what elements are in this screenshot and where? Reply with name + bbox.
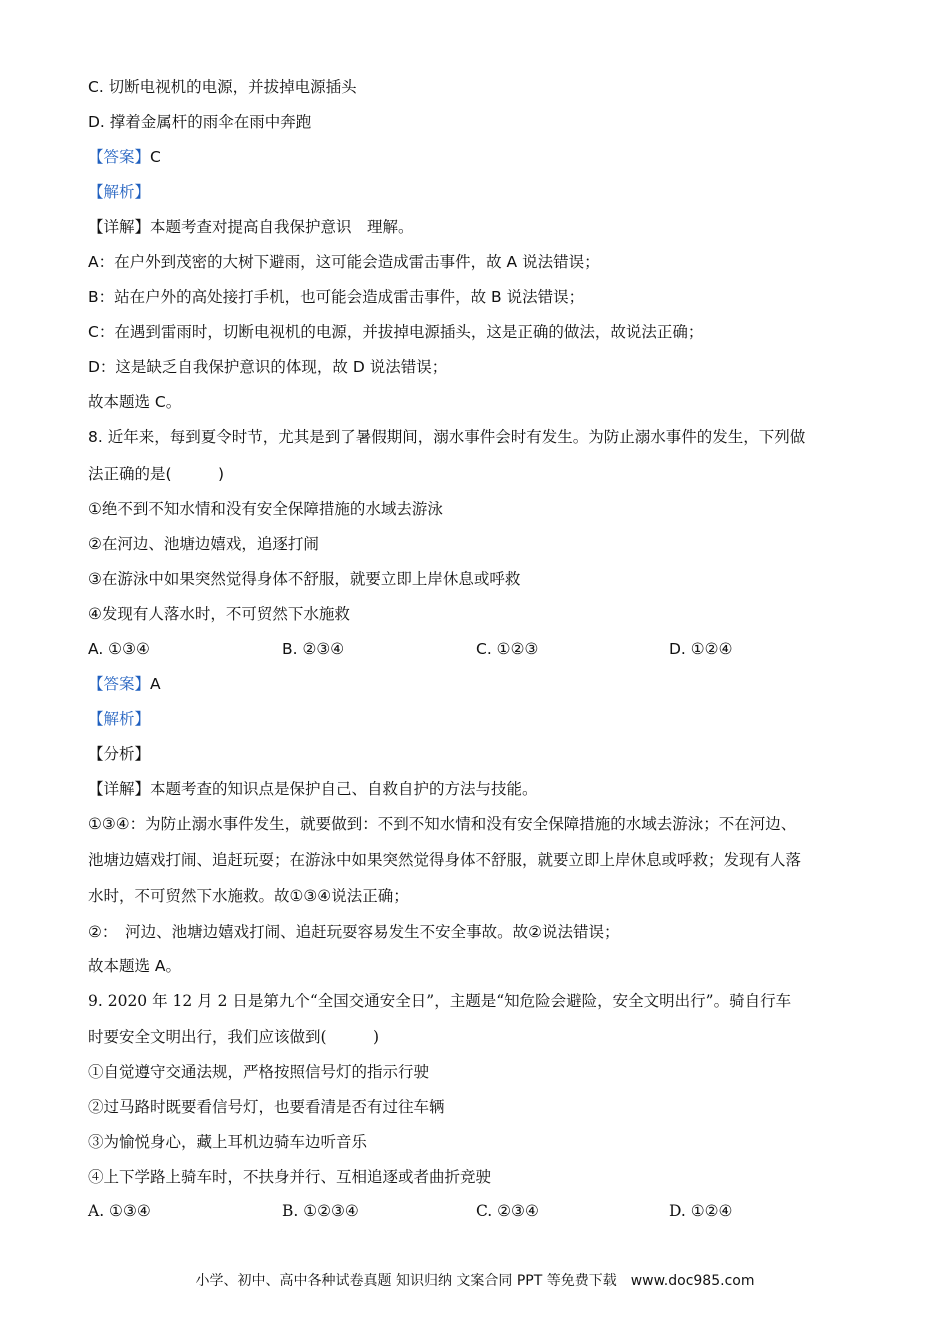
q8-choice-2: ②在河边、池塘边嬉戏，追逐打闹 — [88, 535, 319, 553]
q8-option-a: A. ①③④ — [88, 640, 150, 658]
question-9-stem-cont: 时要安全文明出行，我们应该做到( ) — [88, 1028, 380, 1046]
conclusion-7: 故本题选 C。 — [88, 393, 182, 411]
analysis-tag-7: 【解析】 — [88, 183, 151, 201]
analysis-tag-8: 【解析】 — [88, 710, 151, 728]
q9-option-c: C. ②③④ — [476, 1202, 539, 1220]
q9-choice-2: ②过马路时既要看信号灯，也要看清是否有过往车辆 — [88, 1098, 445, 1116]
answer-value: C — [150, 148, 161, 166]
q8-explain-2: 池塘边嬉戏打闹、追赶玩耍；在游泳中如果突然觉得身体不舒服，就要立即上岸休息或呼救；发现有人落 — [88, 851, 802, 869]
q9-option-d: D. ①②④ — [669, 1202, 733, 1220]
q8-choice-3: ③在游泳中如果突然觉得身体不舒服，就要立即上岸休息或呼救 — [88, 570, 521, 588]
q9-choice-3: ③为愉悦身心，藏上耳机边骑车边听音乐 — [88, 1133, 368, 1151]
q8-explain-4: ②： 河边、池塘边嬉戏打闹、追赶玩耍容易发生不安全事故。故②说法错误； — [88, 923, 620, 941]
q8-option-d: D. ①②④ — [669, 640, 733, 658]
q8-explain-3: 水时，不可贸然下水施救。故①③④说法正确； — [88, 887, 409, 905]
answer-tag: 【答案】 — [88, 675, 151, 693]
q9-choice-4: ④上下学路上骑车时，不扶身并行、互相追逐或者曲折竞驶 — [88, 1168, 492, 1186]
conclusion-8: 故本题选 A。 — [88, 957, 182, 975]
page-footer: 小学、初中、高中各种试卷真题 知识归纳 文案合同 PPT 等免费下载 www.doc985.com — [195, 1273, 755, 1289]
question-8-stem-cont: 法正确的是( ) — [88, 465, 225, 483]
q8-choice-1: ①绝不到不知水情和没有安全保障措施的水域去游泳 — [88, 500, 443, 518]
option-d-line: D. 撑着金属杆的雨伞在雨中奔跑 — [88, 113, 312, 131]
explain-c: C：在遇到雷雨时，切断电视机的电源，并拔掉电源插头，这是正确的做法，故说法正确； — [88, 323, 704, 341]
q9-choice-1: ①自觉遵守交通法规，严格按照信号灯的指示行驶 — [88, 1063, 430, 1081]
q9-option-b: B. ①②③④ — [282, 1202, 359, 1220]
q9-option-a: A. ①③④ — [88, 1202, 151, 1220]
option-c-line: C. 切断电视机的电源，并拔掉电源插头 — [88, 78, 357, 96]
q8-option-c: C. ①②③ — [476, 640, 539, 658]
answer-7 — [88, 147, 161, 167]
q8-choice-4: ④发现有人落水时，不可贸然下水施救 — [88, 605, 350, 623]
fenxi-tag-8: 【分析】 — [88, 745, 151, 763]
q8-option-b: B. ②③④ — [282, 640, 345, 658]
question-9-stem: 9. 2020 年 12 月 2 日是第九个“全国交通安全日”，主题是“知危险会避险，安全文明出行”。骑自行车 — [88, 992, 792, 1010]
explain-a: A：在户外到茂密的大树下避雨，这可能会造成雷击事件，故 A 说法错误； — [88, 253, 600, 271]
answer-tag: 【答案】 — [88, 148, 151, 166]
detail-8: 【详解】本题考查的知识点是保护自己、自救自护的方法与技能。 — [88, 780, 538, 798]
answer-value: A — [150, 675, 161, 693]
answer-8 — [88, 674, 161, 694]
detail-7: 【详解】本题考查对提高自我保护意识 理解。 — [88, 218, 414, 236]
explain-b: B：站在户外的高处接打手机，也可能会造成雷击事件，故 B 说法错误； — [88, 288, 585, 306]
question-8-stem: 8. 近年来，每到夏令时节，尤其是到了暑假期间，溺水事件会时有发生。为防止溺水事件的发生，下列做 — [88, 428, 806, 446]
explain-d: D：这是缺乏自我保护意识的体现，故 D 说法错误； — [88, 358, 448, 376]
q8-explain-1: ①③④：为防止溺水事件发生，就要做到：不到不知水情和没有安全保障措施的水域去游泳；不在河边、 — [88, 815, 797, 833]
